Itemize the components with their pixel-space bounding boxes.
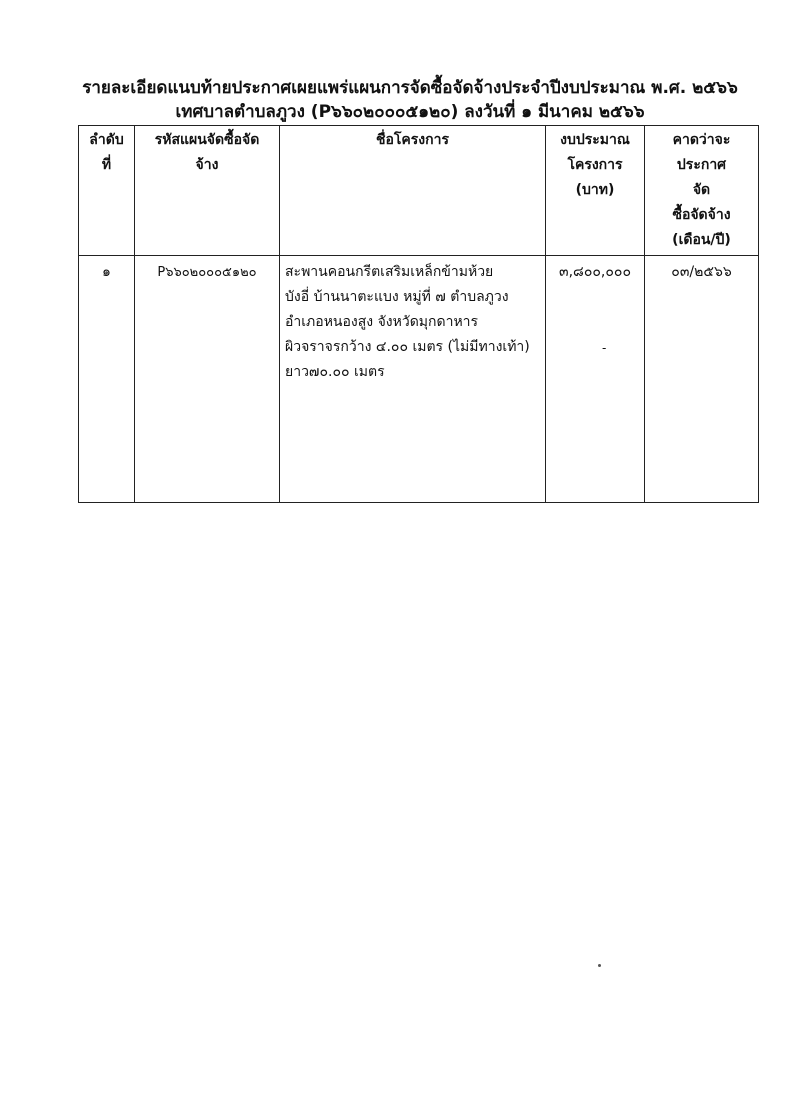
header-time-line1: คาดว่าจะ bbox=[672, 132, 731, 148]
cell-no: ๑ bbox=[79, 256, 135, 503]
project-name-line: สะพานคอนกรีตเสริมเหล็กข้ามห้วย bbox=[285, 264, 494, 280]
budget-mark: - bbox=[602, 341, 607, 355]
header-budget-line2: โครงการ bbox=[567, 157, 623, 173]
document-title-line2: เทศบาลตำบลภูวง (P๖๖๐๒๐๐๐๕๑๒๐) ลงวันที่ ๑ มีนาคม ๒๕๖๖ bbox=[175, 102, 645, 122]
cell-budget bbox=[546, 256, 645, 503]
header-time-line3: จัด bbox=[692, 182, 711, 198]
header-name-line1: ชื่อโครงการ bbox=[375, 132, 449, 148]
cell-plan-code: P๖๖๐๒๐๐๐๕๑๒๐ bbox=[135, 256, 280, 503]
header-code-line2: จ้าง bbox=[195, 157, 219, 173]
budget-value: ๓,๘๐๐,๐๐๐ bbox=[559, 264, 631, 280]
header-budget-line3: (บาท) bbox=[575, 182, 615, 198]
project-name-line: บังอี่ บ้านนาตะแบง หมู่ที่ ๗ ตำบลภูวง bbox=[285, 289, 509, 305]
cell-project-name bbox=[280, 256, 546, 503]
header-budget-line1: งบประมาณ bbox=[560, 132, 630, 148]
header-time-line4: ซื้อจัดจ้าง bbox=[672, 207, 731, 223]
table-row bbox=[79, 256, 759, 503]
stray-mark bbox=[598, 964, 601, 967]
header-time-line2: ประกาศ bbox=[676, 157, 727, 173]
header-time-line5: (เดือน/ปี) bbox=[672, 232, 731, 248]
project-name-line: อำเภอหนองสูง จังหวัดมุกดาหาร bbox=[285, 314, 479, 330]
header-no-line1: ลำดับ bbox=[89, 132, 124, 148]
table-header-row bbox=[79, 126, 759, 256]
procurement-plan-table bbox=[78, 125, 759, 503]
header-code-line1: รหัสแผนจัดซื้อจัด bbox=[154, 132, 260, 148]
header-project-name bbox=[280, 126, 546, 256]
document-title-line1: รายละเอียดแนบท้ายประกาศเผยแพร่แผนการจัดซื้อจัดจ้างประจำปีงบประมาณ พ.ศ. ๒๕๖๖ bbox=[82, 78, 738, 98]
project-name-line: ผิวจราจรกว้าง ๔.๐๐ เมตร (ไม่มีทางเท้า) bbox=[285, 339, 530, 355]
header-expected-date bbox=[645, 126, 759, 256]
cell-expected-date: ๐๓/๒๕๖๖ bbox=[645, 256, 759, 503]
header-plan-code bbox=[135, 126, 280, 256]
header-no bbox=[79, 126, 135, 256]
header-no-line2: ที่ bbox=[101, 157, 112, 173]
header-budget bbox=[546, 126, 645, 256]
project-name-line: ยาว๗๐.๐๐ เมตร bbox=[285, 364, 385, 380]
